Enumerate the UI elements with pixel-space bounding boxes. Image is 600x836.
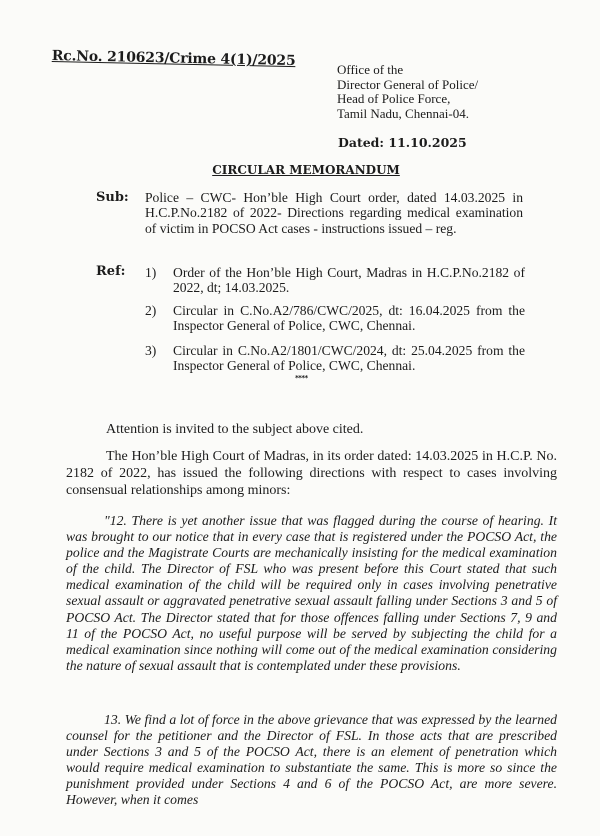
office-address bbox=[337, 63, 478, 121]
office-line: Office of the bbox=[337, 62, 404, 77]
intro-paragraph: The Hon’ble High Court of Madras, in its order dated: 14.03.2025 in H.C.P. No. 2182 of 2022, has issued the following directions with respect to cases involving consensual relationships among minors: bbox=[66, 449, 557, 498]
reference-number-2: 2) bbox=[145, 303, 157, 318]
reference-text-2: Circular in C.No.A2/786/CWC/2025, dt: 16.04.2025 from the Inspector General of Police, CWC, Chennai. bbox=[173, 303, 525, 334]
reference-number-3: 3) bbox=[145, 343, 157, 358]
office-line: Head of Police Force, bbox=[337, 91, 451, 107]
reference-number: Rc.No. 210623/Crime 4(1)/2025 bbox=[51, 48, 296, 70]
reference-label: Ref: bbox=[96, 264, 126, 279]
subject-text: Police – CWC- Hon’ble High Court order, dated 14.03.2025 in H.C.P.No.2182 of 2022- Directions regarding medical examination of victim in POCSO Act cases - instructions issued – reg. bbox=[145, 190, 523, 236]
quoted-paragraph-13: 13. We find a lot of force in the above grievance that was expressed by the learned counsel for the petitioner and the Director of FSL. In those acts that are prescribed under Sections 3 and 5 of the POCSO Act, there is an element of penetration which would require medical examination to substantiate the same. This is more so since the punishment provided under Sections 4 and 6 of the POCSO Act, are more severe. However, when it comes bbox=[66, 712, 557, 808]
subject-label: Sub: bbox=[96, 190, 129, 205]
reference-text-3: Circular in C.No.A2/1801/CWC/2024, dt: 25.04.2025 from the Inspector General of Police, CWC, Chennai. bbox=[173, 343, 525, 374]
quoted-paragraph-12: "12. There is yet another issue that was flagged during the course of hearing. It was brought to our notice that in every case that is registered under the POCSO Act, the police and the Magistrate Courts are mechanically insisting for the medical examination of the child. The Director of FSL who was present before this Court stated that such medical examination of the child will be required only in cases involving penetrative sexual assault or aggravated penetrative sexual assault falling under Sections 3 and 5 of POCSO Act. The Director stated that for those offences falling under Sections 7, 9 and 11 of the POCSO Act, no useful purpose will be served by subjecting the child for a medical examination since nothing will come out of the medical examination considering the nature of sexual assault that is contemplated under these provisions. bbox=[66, 513, 557, 673]
reference-number-1: 1) bbox=[145, 265, 157, 280]
attention-paragraph: Attention is invited to the subject above cited. bbox=[106, 422, 364, 437]
office-line: Tamil Nadu, Chennai-04. bbox=[337, 105, 469, 121]
date: Dated: 11.10.2025 bbox=[338, 135, 467, 150]
document-title: CIRCULAR MEMORANDUM bbox=[212, 163, 400, 177]
reference-text-1: Order of the Hon’ble High Court, Madras in H.C.P.No.2182 of 2022, dt; 14.03.2025. bbox=[173, 265, 525, 296]
office-line: Director General of Police/ bbox=[337, 76, 479, 92]
separator: **** bbox=[295, 374, 308, 382]
